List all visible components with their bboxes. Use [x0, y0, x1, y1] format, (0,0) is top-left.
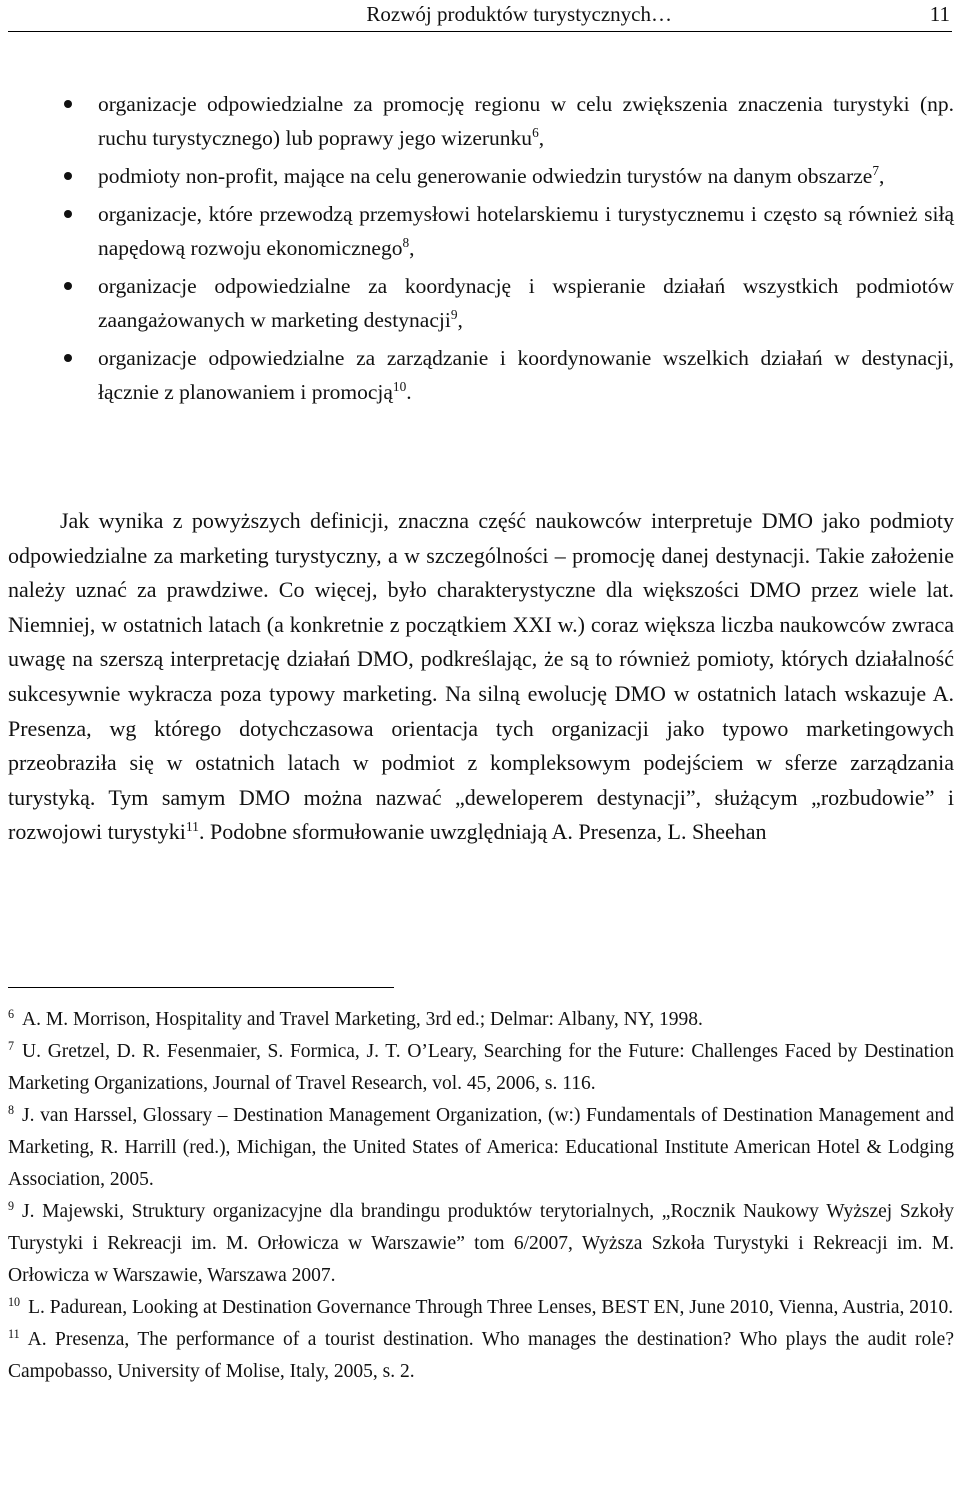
running-header-title: Rozwój produktów turystycznych…	[366, 2, 672, 26]
paragraph-text: Jak wynika z powyższych definicji, znaczna część naukowców interpretuje DMO jako podmioty odpowiedzialne za marketing turystyczny, a w szczególności – promocję danej destynacji. Takie założenie należy uznać za prawdziwe. Co więcej, było charakterystyczne dla większości DMO przez wiele lat. Niemniej, w ostatnich latach (a konkretnie z początkiem XXI w.) coraz większa liczba naukowców zwraca uwagę na szerszą interpretację działań DMO, podkreślając, że są to również pomioty, których działalność sukcesywnie wykracza poza typowy marketing. Na silną ewolucję DMO w ostatnich latach wskazuje A. Presenza, wg którego dotychczasowa orientacja tych organizacji jako typowo marketingowych przeobraziła się w ostatnich latach w podmiot z kompleksowym podejściem w sferze zarządzania turystyką. Tym samym DMO można nazwać „deweloperem destynacji”, służącym „rozbudowie” i rozwojowi turystyki	[8, 508, 954, 845]
footnote	[8, 1324, 954, 1388]
footnote-number: 9	[8, 1198, 15, 1213]
list-item-text: podmioty non-profit, mające na celu generowanie odwiedzin turystów na danym obszarze	[98, 164, 873, 188]
footnote-ref: 10	[392, 379, 407, 395]
list-item-text: organizacje odpowiedzialne za promocję regionu w celu zwiększenia znaczenia turystyki (np. ruchu turystycznego) lub poprawy jego wizerunku	[98, 92, 954, 150]
footnote-text: A. Presenza, The performance of a tourist destination. Who manages the destination? Who plays the audit role? Campobasso, University of Molise, Italy, 2005, s. 2.	[8, 1329, 954, 1382]
footnote	[8, 1196, 954, 1292]
list-item-text: organizacje odpowiedzialne za zarządzanie i koordynowanie wszelkich działań w destynacji, łącznie z planowaniem i promocją	[98, 346, 954, 404]
list-item-end: ,	[879, 164, 885, 188]
list-item	[0, 269, 960, 337]
list-item	[0, 159, 960, 193]
paragraph-text-continued: . Podobne sformułowanie uwzględniają A. Presenza, L. Sheehan	[198, 819, 767, 845]
list-item	[0, 341, 960, 409]
footnote	[8, 1004, 954, 1036]
footnote-ref: 7	[872, 163, 880, 179]
footnote-text: L. Padurean, Looking at Destination Governance Through Three Lenses, BEST EN, June 2010, Vienna, Austria, 2010.	[28, 1297, 954, 1318]
footnote-number: 8	[8, 1102, 15, 1117]
list-item-end: ,	[457, 308, 463, 332]
running-header	[8, 0, 952, 32]
footnotes	[8, 1004, 954, 1388]
footnote-ref: 9	[450, 307, 458, 323]
footnote-number: 6	[8, 1006, 15, 1021]
bullet-icon	[64, 210, 72, 218]
list-item	[0, 87, 960, 155]
body-paragraph	[8, 504, 954, 850]
page-number: 11	[929, 2, 950, 26]
list-item	[0, 197, 960, 265]
footnote-text: U. Gretzel, D. R. Fesenmaier, S. Formica, J. T. O’Leary, Searching for the Future: Challenges Faced by Destination Marketing Organizations, Journal of Travel Research, vol. 45, 2006, s. 116.	[8, 1041, 954, 1094]
list-item-end: .	[406, 380, 412, 404]
footnote	[8, 1100, 954, 1196]
footnote	[8, 1036, 954, 1100]
list-item-text: organizacje, które przewodzą przemysłowi hotelarskiemu i turystycznemu i często są również siłą napędową rozwoju ekonomicznego	[98, 202, 954, 260]
footnote-ref: 8	[402, 235, 410, 251]
list-item-end: ,	[538, 126, 545, 150]
footnote-text: A. M. Morrison, Hospitality and Travel Marketing, 3rd ed.; Delmar: Albany, NY, 1998.	[22, 1009, 703, 1030]
list-item-end: ,	[409, 236, 415, 260]
footnote	[8, 1292, 954, 1324]
definition-list	[0, 87, 960, 413]
footnote-text: J. van Harssel, Glossary – Destination Management Organization, (w:) Fundamentals of Destination Management and Marketing, R. Harrill (red.), Michigan, the United States of America: Educational Institute American Hotel & Lodging Association, 2005.	[8, 1105, 954, 1190]
bullet-icon	[64, 172, 72, 180]
footnote-separator	[8, 987, 394, 988]
footnote-ref: 6	[532, 125, 539, 141]
footnote-number: 10	[8, 1294, 21, 1309]
footnote-number: 11	[8, 1326, 20, 1341]
bullet-icon	[64, 100, 72, 108]
list-item-text: organizacje odpowiedzialne za koordynację i wspieranie działań wszystkich podmiotów zaangażowanych w marketing destynacji	[98, 274, 954, 332]
bullet-icon	[64, 354, 72, 362]
footnote-text: J. Majewski, Struktury organizacyjne dla brandingu produktów terytorialnych, „Rocznik Naukowy Wyższej Szkoły Turystyki i Rekreacji im. M. Orłowicza w Warszawie” tom 6/2007, Wyższa Szkoła Turystyki i Rekreacji im. M. Orłowicza w Warszawie, Warszawa 2007.	[8, 1201, 954, 1286]
bullet-icon	[64, 282, 72, 290]
footnote-number: 7	[8, 1038, 15, 1053]
footnote-ref: 11	[185, 819, 199, 835]
